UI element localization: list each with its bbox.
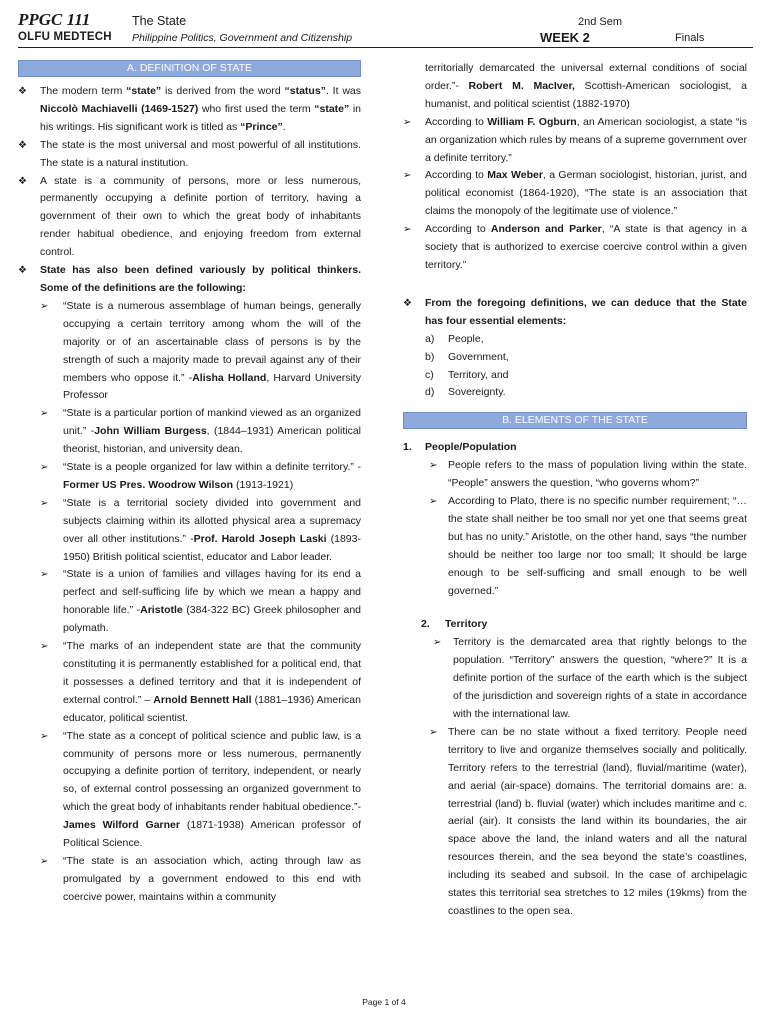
organization: OLFU MEDTECH — [18, 31, 112, 43]
definition-item: ➢ “State is a union of families and villages having for its end a perfect and self-sufficing life by which we mean a happy and honorable life.” -Aristotle (384-322 BC) Greek philosopher and polymath. — [40, 568, 361, 635]
bullet-paragraph: ❖ The state is the most universal and most powerful of all institutions. The state is a natural institution. — [18, 138, 361, 169]
arrow-bullet-icon: ➢ — [40, 569, 49, 581]
bullet-paragraph: ❖ State has also been defined variously by political thinkers. Some of the definitions are the following: — [18, 264, 361, 294]
arrow-bullet-icon: ➢ — [40, 300, 49, 312]
element-item: d) Sovereignty. — [425, 386, 506, 399]
arrow-bullet-icon: ➢ — [40, 408, 49, 420]
document-title: The State — [132, 14, 187, 28]
document-header — [18, 10, 753, 46]
element-item: b) Government, — [425, 350, 509, 363]
diamond-bullet-icon: ❖ — [18, 265, 27, 277]
arrow-bullet-icon: ➢ — [403, 170, 412, 182]
right-column — [403, 60, 747, 921]
definition-item: ➢ “State is a particular portion of mankind viewed as an organized unit.” -John William Burgess, (1844–1931) American political theorist, historian, and university dean. — [40, 407, 361, 456]
course-code: PPGC 111 — [18, 10, 91, 29]
people-point: ➢ According to Plato, there is no specific number requirement; “…the state shall neither be too small nor yet one that seems great but has no unity.” Aristotle, on the other hand, says “the number should be neither too large nor too small; It should be large enough to be self-sufficing and small enough to be well governed.” — [429, 495, 747, 597]
header-divider — [18, 47, 753, 48]
definition-item: ➢ “State is a numerous assemblage of human beings, generally occupying a certain territory among whom the will of the majority or of an ascertainable class of persons is by the strength of such a majority made to prevail against any of their members who oppose it.” -Alisha Holland, Harvard University Professor — [40, 299, 361, 402]
definition-item: ➢ According to Anderson and Parker, “A state is that agency in a society that is authorized to exercise coercive control within a given territory.” — [403, 223, 747, 271]
territory-point: ➢ Territory is the demarcated area that rightly belongs to the population. “Territory” answers the question, “where?” It is a definite portion of the surface of the earth which is the subject of the jurisdiction and sovereign rights of a state in accordance with the international law. — [433, 636, 747, 720]
week: WEEK 2 — [540, 30, 590, 45]
element-heading-people: 1. People/Population — [403, 441, 517, 454]
bullet-paragraph: ❖ The modern term “state” is derived from the word “status”. It was Niccolò Machiavelli (1469-1527) who first used the term “state” in his writings. His significant work is titled as “Prince”. — [18, 85, 362, 133]
left-column — [18, 60, 361, 907]
definition-item: ➢ “The marks of an independent state are that the community constituting it is permanently established for a political end, that it possesses a defined territory and that it is independent of external control.” – Arnold Bennett Hall (1881–1936) American educator, political scientist. — [40, 640, 361, 724]
diamond-bullet-icon: ❖ — [18, 139, 27, 151]
arrow-bullet-icon: ➢ — [429, 726, 438, 738]
element-heading-territory: 2. Territory — [421, 618, 488, 631]
subject: Philippine Politics, Government and Citizenship — [132, 32, 353, 44]
definition-item: ➢ According to William F. Ogburn, an American sociologist, a state “is an organization which rules by means of a supreme government over a definite territory.” — [403, 115, 747, 164]
element-item: a) People, — [425, 332, 484, 345]
territory-point: ➢ There can be no state without a fixed territory. People need territory to live and organize themselves socially and politically. Territory refers to the terrestrial (land), fluvial/maritime (water), and aerial (air-space) domains. The territorial domains are: a. terrestrial (land) b. fluvial (water) which includes maritime and c. aerial (air). It consists the land within its boundaries, the air space above the land, the inland waters and all the natural resources therein, and the sea beyond the state’s coastlines, including its seabed and subsoil. In the case of archipelagic states this territorial sea stretches to 12 miles (19kms) from the coastlines to the open sea. — [429, 725, 747, 917]
arrow-bullet-icon: ➢ — [403, 224, 412, 236]
diamond-bullet-icon: ❖ — [18, 175, 27, 187]
definition-continuation: territorially demarcated the universal external conditions of social order.”- Robert M. MacIver, Scottish-American sociologist, a humanist, and political scientist (1882-1970) — [425, 62, 747, 110]
section-a-heading: A. DEFINITION OF STATE — [18, 60, 361, 77]
section-b-heading: B. ELEMENTS OF THE STATE — [403, 412, 747, 429]
people-point: ➢ People refers to the mass of population living within the state. “People” answers the question, “who governs whom?” — [429, 459, 747, 490]
arrow-bullet-icon: ➢ — [40, 497, 49, 509]
element-item: c) Territory, and — [425, 368, 509, 381]
bullet-paragraph: ❖ A state is a community of persons, more or less numerous, permanently occupying a definite portion of territory, having a government of their own to which the great body of inhabitants render habitual obedience, and enjoying freedom from external control. — [18, 174, 361, 259]
definition-item: ➢ “The state as a concept of political science and public law, is a community of persons more or less numerous, permanently occupying a definite portion of territory, independent, or nearly so, of external control possessing an organized government to which the great body of inhabitants render habitual obedience.”-James Wilford Garner (1871-1938) American professor of Political Science. — [40, 729, 362, 850]
bullet-paragraph: ❖ From the foregoing definitions, we can deduce that the State has four essential elements: — [403, 296, 747, 327]
diamond-bullet-icon: ❖ — [403, 297, 412, 309]
semester: 2nd Sem — [578, 16, 623, 28]
arrow-bullet-icon: ➢ — [429, 460, 438, 472]
definition-item: ➢ “State is a territorial society divided into government and subjects claiming within its allotted physical area a supremacy over all other institutions.” -Prof. Harold Joseph Laski (1893-1950) British political scientist, educator and Labor leader. — [40, 496, 361, 563]
term: Finals — [675, 32, 705, 44]
page-footer: Page 1 of 4 — [362, 997, 406, 1007]
arrow-bullet-icon: ➢ — [40, 855, 49, 867]
definition-item: ➢ “The state is an association which, acting through law as promulgated by a government endowed to this end with coercive power, maintains within a community — [40, 854, 361, 903]
definition-item: ➢ According to Max Weber, a German sociologist, historian, jurist, and political economist (1864-1920), “The state is an association that claims the monopoly of the legitimate use of violence.” — [403, 169, 747, 218]
diamond-bullet-icon: ❖ — [18, 86, 27, 97]
definition-item: ➢ “State is a people organized for law within a definite territory.” -Former US Pres. Woodrow Wilson (1913-1921) — [40, 461, 361, 491]
arrow-bullet-icon: ➢ — [40, 641, 49, 653]
arrow-bullet-icon: ➢ — [40, 730, 49, 742]
arrow-bullet-icon: ➢ — [433, 637, 442, 649]
arrow-bullet-icon: ➢ — [403, 116, 412, 128]
arrow-bullet-icon: ➢ — [429, 496, 438, 508]
arrow-bullet-icon: ➢ — [40, 462, 49, 474]
